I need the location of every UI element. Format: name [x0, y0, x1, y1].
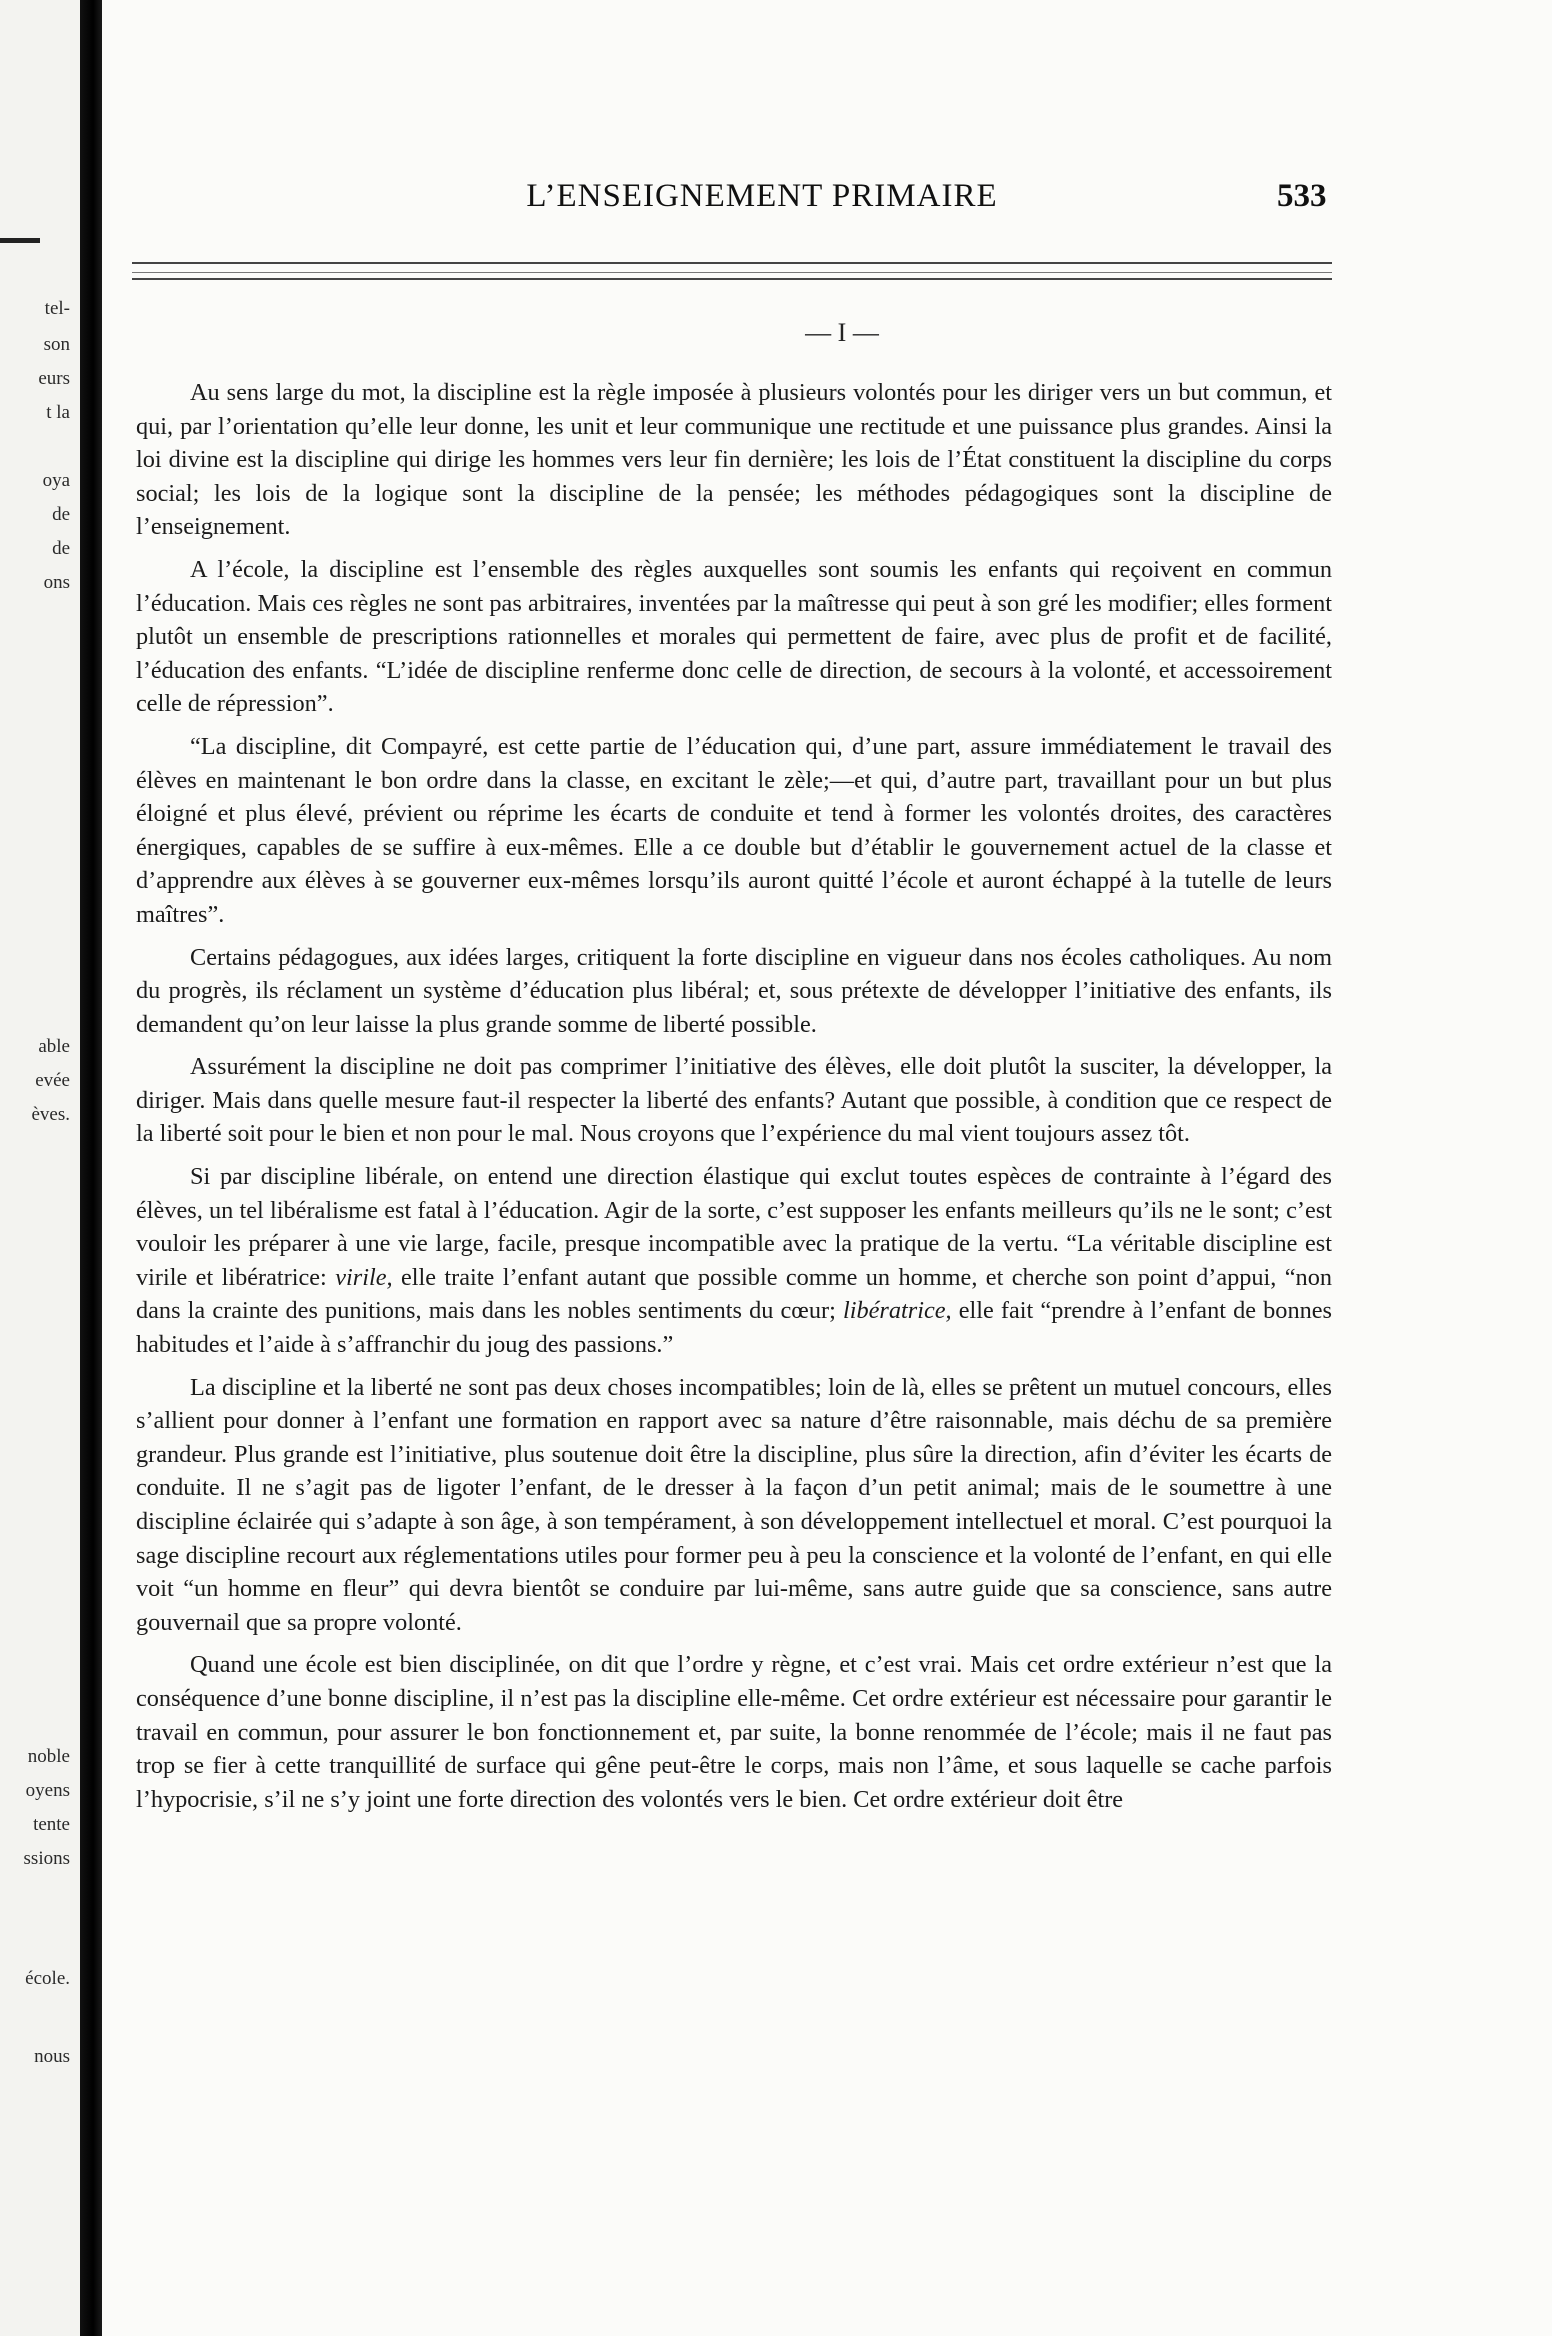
header-rule [132, 272, 1332, 273]
prev-page-fragment: son [43, 334, 70, 355]
prev-page-fragment: de [52, 504, 70, 525]
prev-page-fragment: ons [43, 572, 70, 593]
header-rule [132, 262, 1332, 264]
prev-page-fragment: ssions [23, 1848, 70, 1869]
paragraph: Quand une école est bien disciplinée, on dit que l’ordre y règne, et c’est vrai. Mais cet ordre extérieur n’est que la conséquence d’une bonne discipline, il n’est pas la discipline elle-même. Cet ordre extérieur est nécessaire pour garantir le travail en commun, pour assurer le bon fonctionnement et, par suite, la bonne renommée de l’école; mais il ne faut pas trop se fier à cette tranquillité de surface qui gêne peut-être le corps, mais non l’âme, et sous laquelle se cache parfois l’hypocrisie, s’il ne s’y joint une forte direction des volontés vers le bien. Cet ordre extérieur doit être [136, 1651, 1332, 1813]
paragraph-text: Si par discipline libérale, on entend une direction élastique qui exclut toutes espèces de contrainte à l’égard des élèves, un tel libéralisme est fatal à l’éducation. Agir de la sorte, c’est supposer les enfants meilleurs qu’ils ne le sont; c’est vouloir les préparer à une vie large, facile, presque incompatible avec la pratique de la vertu. “La véritable discipline est virile et libératrice: [136, 1163, 1332, 1291]
book-gutter [80, 0, 102, 2336]
prev-page-fragment: oya [42, 470, 70, 491]
prev-page-fragment: oyens [25, 1780, 70, 1801]
prev-page-rule [0, 238, 40, 243]
prev-page-fragment: eurs [38, 368, 70, 389]
running-head [102, 178, 1552, 218]
paragraph: La discipline et la liberté ne sont pas deux choses incompatibles; loin de là, elles se prêtent un mutuel concours, elles s’allient pour donner à l’enfant une formation en rapport avec sa nature d’être raisonnable, mais déchu de sa première grandeur. Plus grande est l’initiative, plus soutenue doit être la discipline, plus sûre la direction, afin d’éviter les écarts de conduite. Il ne s’agit pas de ligoter l’enfant, de le dresser à la façon d’un petit animal; mais de le soumettre à une discipline éclairée qui s’adapte à son âge, à son tempérament, à son développement intellectuel et moral. C’est pourquoi la sage discipline recourt aux réglementations utiles pour former peu à peu la conscience et la volonté de l’enfant, en qui elle voit “un homme en fleur” qui devra bientôt se conduire par lui-même, sans autre guide que sa conscience, sans autre gouvernail que sa propre volonté. [136, 1373, 1332, 1636]
paragraph: Certains pédagogues, aux idées larges, critiquent la forte discipline en vigueur dans nos écoles catholiques. Au nom du progrès, ils réclament un système d’éducation plus libéral; et, sous prétexte de développer l’initiative des enfants, ils demandent qu’on leur laisse la plus grande somme de liberté possible. [136, 943, 1332, 1038]
document-page [102, 0, 1552, 2336]
header-rule [132, 278, 1332, 280]
prev-page-fragment: noble [27, 1746, 70, 1767]
paragraph: “La discipline, dit Compayré, est cette partie de l’éducation qui, d’une part, assure immédiatement le travail des élèves en maintenant le bon ordre dans la classe, en excitant le zèle;—et qui, d’autre part, travaillant pour un but plus éloigné et plus élevé, prévient ou réprime les écarts de conduite et tend à former les volontés droites, des caractères énergiques, capables de se suffire à eux-mêmes. Elle a ce double but d’établir le gouvernement actuel de la classe et d’apprendre aux élèves à se gouverner eux-mêmes lorsqu’ils auront quitté l’école et auront échappé à la tutelle de leurs maîtres”. [136, 732, 1332, 928]
previous-page-edge [0, 0, 80, 2336]
prev-page-fragment: èves. [31, 1104, 70, 1125]
paragraph-text: elle traite l’enfant autant que possible comme un homme, et cherche son point d’appui, “non dans la crainte des punitions, mais dans les nobles sentiments du cœur; [136, 1263, 1332, 1325]
prev-page-fragment: t la [46, 402, 70, 423]
section-heading: — I — [805, 318, 879, 347]
page-number: 533 [1277, 178, 1327, 214]
body-text [136, 376, 1332, 1825]
paragraph-text: elle fait “prendre à l’enfant de bonnes habitudes et l’aide à s’affranchir du joug des passions.” [136, 1297, 1332, 1359]
prev-page-fragment: able [38, 1036, 70, 1057]
prev-page-fragment: tente [33, 1814, 70, 1835]
paragraph: Assurément la discipline ne doit pas comprimer l’initiative des élèves, elle doit plutôt la susciter, la développer, la diriger. Mais dans quelle mesure faut-il respecter la liberté des enfants? Autant que possible, à condition que ce respect de la liberté soit pour le bien et non pour le mal. Nous croyons que l’expérience du mal vient toujours assez tôt. [136, 1053, 1332, 1148]
italic-term: virile, [335, 1263, 393, 1291]
paragraph: Au sens large du mot, la discipline est la règle imposée à plusieurs volontés pour les diriger vers un but commun, et qui, par l’orientation qu’elle leur donne, les unit et leur communique une rectitude et une puissance plus grandes. Ainsi la loi divine est la discipline qui dirige les hommes vers leur fin dernière; les lois de l’État constituent la discipline du corps social; les lois de la logique sont la discipline de la pensée; les méthodes pédagogiques sont la discipline de l’enseignement. [136, 379, 1332, 541]
prev-page-fragment: de [52, 538, 70, 559]
prev-page-fragment: nous [34, 2046, 70, 2067]
paragraph: A l’école, la discipline est l’ensemble des règles auxquelles sont soumis les enfants qui reçoivent en commun l’éducation. Mais ces règles ne sont pas arbitraires, inventées par la maîtresse qui peut à son gré les modifier; elles forment plutôt un ensemble de prescriptions rationnelles et morales qui permettent de faire, avec plus de profit et de facilité, l’éducation des enfants. “L’idée de discipline renferme donc celle de direction, de secours à la volonté, et accessoirement celle de répression”. [136, 555, 1332, 718]
prev-page-fragment: evée [35, 1070, 70, 1091]
prev-page-fragment: tel- [44, 298, 70, 319]
paragraph [136, 1160, 1332, 1362]
italic-term: libératrice, [842, 1297, 952, 1325]
running-head-title: L’ENSEIGNEMENT PRIMAIRE [526, 178, 998, 214]
prev-page-fragment: école. [25, 1968, 70, 1989]
